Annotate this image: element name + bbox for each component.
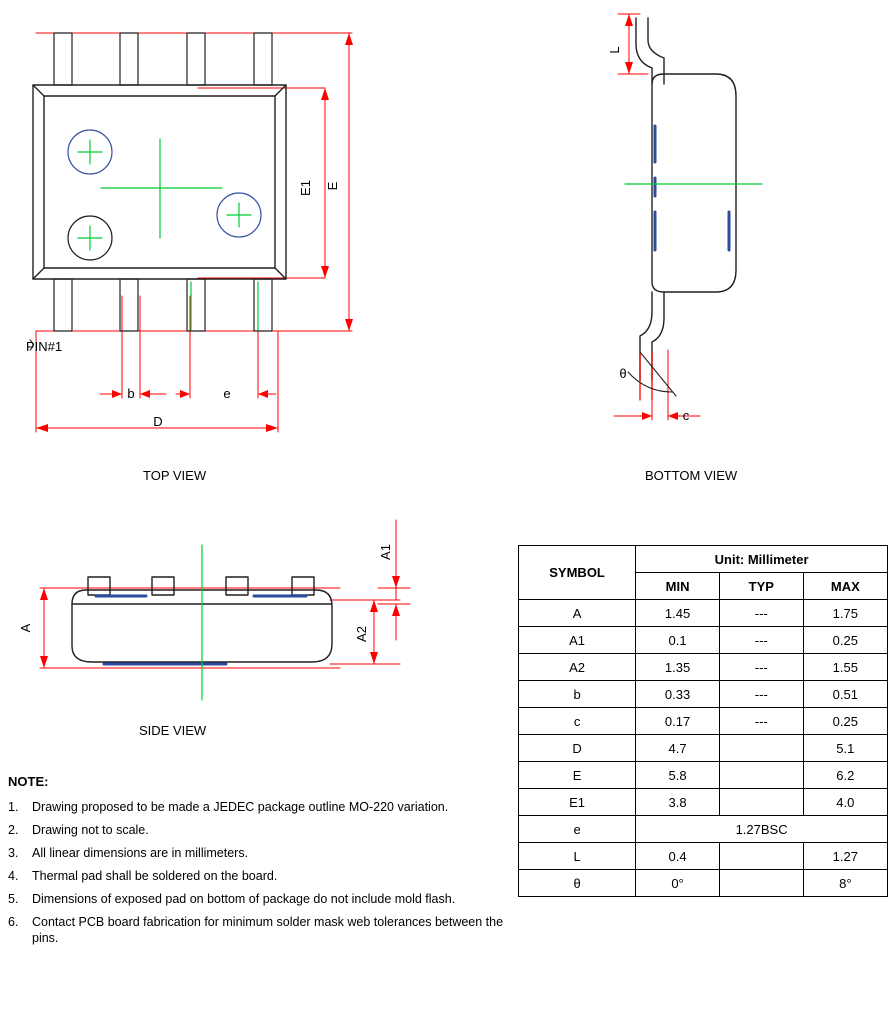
note-item	[8, 799, 508, 815]
label-e: e	[223, 386, 231, 401]
note-text: Drawing proposed to be made a JEDEC package outline MO-220 variation.	[32, 799, 449, 814]
note-text: Thermal pad shall be soldered on the board.	[32, 868, 278, 883]
label-A: A	[18, 623, 33, 633]
table-row	[519, 735, 888, 762]
row-max: 6.2	[803, 762, 887, 789]
notes-title: NOTE:	[8, 774, 49, 789]
table-row	[519, 654, 888, 681]
row-min: 4.7	[636, 735, 720, 762]
row-span-value: 1.27BSC	[636, 816, 888, 843]
note-number: 1.	[8, 799, 19, 814]
row-max: 4.0	[803, 789, 887, 816]
note-item	[8, 845, 508, 861]
label-theta: θ	[619, 366, 627, 381]
bottom-view-caption: BOTTOM VIEW	[645, 468, 738, 483]
note-item	[8, 822, 508, 838]
row-typ	[719, 870, 803, 897]
row-typ: ---	[719, 681, 803, 708]
table-header-min: MIN	[636, 573, 720, 600]
note-text: Contact PCB board fabrication for minimum solder mask web tolerances between the pins.	[32, 914, 504, 945]
note-text: All linear dimensions are in millimeters.	[32, 845, 249, 860]
table-row	[519, 681, 888, 708]
table-header-unit: Unit: Millimeter	[636, 546, 888, 573]
row-max: 1.27	[803, 843, 887, 870]
row-max: 1.55	[803, 654, 887, 681]
row-symbol: A1	[519, 627, 636, 654]
note-number: 5.	[8, 891, 19, 906]
notes-block	[8, 774, 508, 953]
row-min: 0.33	[636, 681, 720, 708]
note-number: 3.	[8, 845, 19, 860]
side-view-caption: SIDE VIEW	[139, 723, 207, 738]
row-symbol: e	[519, 816, 636, 843]
row-max: 5.1	[803, 735, 887, 762]
table-row	[519, 762, 888, 789]
label-A1: A1	[378, 544, 393, 560]
bottom-view-graphic	[614, 14, 762, 420]
row-symbol: E	[519, 762, 636, 789]
row-min: 1.45	[636, 600, 720, 627]
row-typ: ---	[719, 654, 803, 681]
row-typ: ---	[719, 600, 803, 627]
label-D: D	[153, 414, 163, 429]
table-row	[519, 789, 888, 816]
row-max: 0.25	[803, 627, 887, 654]
label-E: E	[325, 181, 340, 191]
note-item	[8, 891, 508, 907]
row-typ	[719, 735, 803, 762]
top-view-graphic	[30, 33, 353, 432]
row-typ	[719, 789, 803, 816]
row-min: 3.8	[636, 789, 720, 816]
row-symbol: θ	[519, 870, 636, 897]
side-view-graphic	[40, 520, 410, 700]
note-text: Dimensions of exposed pad on bottom of package do not include mold flash.	[32, 891, 456, 906]
label-c: c	[682, 408, 690, 423]
row-min: 1.35	[636, 654, 720, 681]
table-header-symbol: SYMBOL	[519, 546, 636, 600]
dimension-table	[518, 545, 888, 897]
row-min: 5.8	[636, 762, 720, 789]
table-row	[519, 843, 888, 870]
row-symbol: A	[519, 600, 636, 627]
row-max: 0.25	[803, 708, 887, 735]
row-min: 0°	[636, 870, 720, 897]
row-symbol: E1	[519, 789, 636, 816]
row-max: 1.75	[803, 600, 887, 627]
row-min: 0.17	[636, 708, 720, 735]
label-pin1: PIN#1	[26, 339, 63, 354]
label-b: b	[127, 386, 135, 401]
note-item	[8, 914, 508, 946]
label-E1: E1	[298, 180, 313, 196]
note-item	[8, 868, 508, 884]
table-header-row	[519, 546, 888, 573]
row-typ	[719, 843, 803, 870]
row-symbol: D	[519, 735, 636, 762]
row-symbol: c	[519, 708, 636, 735]
note-number: 4.	[8, 868, 19, 883]
row-min: 0.1	[636, 627, 720, 654]
row-max: 8°	[803, 870, 887, 897]
table-row-span	[519, 816, 888, 843]
note-text: Drawing not to scale.	[32, 822, 149, 837]
top-view-caption: TOP VIEW	[143, 468, 207, 483]
table-header-typ: TYP	[719, 573, 803, 600]
row-symbol: b	[519, 681, 636, 708]
row-min: 0.4	[636, 843, 720, 870]
label-L: L	[607, 46, 622, 54]
label-A2: A2	[354, 626, 369, 642]
note-number: 2.	[8, 822, 19, 837]
table-row	[519, 708, 888, 735]
table-row	[519, 870, 888, 897]
row-typ: ---	[719, 627, 803, 654]
row-typ	[719, 762, 803, 789]
row-symbol: L	[519, 843, 636, 870]
row-max: 0.51	[803, 681, 887, 708]
table-row	[519, 600, 888, 627]
row-typ: ---	[719, 708, 803, 735]
table-header-max: MAX	[803, 573, 887, 600]
row-symbol: A2	[519, 654, 636, 681]
table-row	[519, 627, 888, 654]
note-number: 6.	[8, 914, 19, 929]
